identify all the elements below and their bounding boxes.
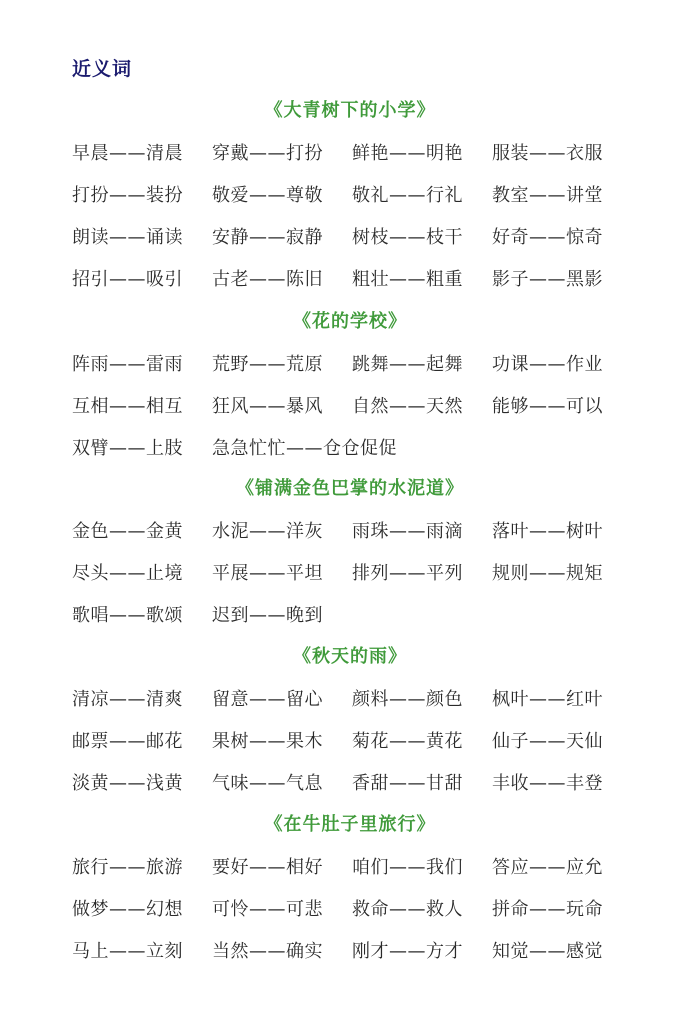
synonym-pair: 枫叶——红叶 [492, 689, 603, 710]
synonym-pair: 招引——吸引 [72, 269, 183, 290]
synonym-pair: 咱们——我们 [352, 857, 463, 878]
synonym-pair: 丰收——丰登 [492, 773, 603, 794]
synonym-pair: 朗读——诵读 [72, 227, 183, 248]
synonym-pair: 仙子——天仙 [492, 731, 603, 752]
synonym-pair: 排列——平列 [352, 563, 463, 584]
synonym-pair: 阵雨——雷雨 [72, 354, 183, 375]
synonym-pair: 旅行——旅游 [72, 857, 183, 878]
synonym-pair: 规则——规矩 [492, 563, 603, 584]
synonym-pair: 早晨——清晨 [72, 143, 183, 164]
synonym-pair: 树枝——枝干 [352, 227, 463, 248]
synonym-pair: 服装——衣服 [492, 143, 603, 164]
synonym-pair: 留意——留心 [212, 689, 323, 710]
synonym-pair: 果树——果木 [212, 731, 323, 752]
synonym-pair: 金色——金黄 [72, 521, 183, 542]
synonym-pair: 粗壮——粗重 [352, 269, 463, 290]
synonym-pair: 鲜艳——明艳 [352, 143, 463, 164]
synonym-pair: 狂风——暴风 [212, 396, 323, 417]
synonym-pair: 拼命——玩命 [492, 899, 603, 920]
synonym-pair: 双臂——上肢 [72, 438, 183, 459]
section-heading: 《铺满金色巴掌的水泥道》 [236, 478, 464, 499]
synonym-pair: 能够——可以 [492, 396, 603, 417]
synonym-pair: 平展——平坦 [212, 563, 323, 584]
synonym-pair: 荒野——荒原 [212, 354, 323, 375]
synonym-pair: 做梦——幻想 [72, 899, 183, 920]
section-heading: 《花的学校》 [293, 311, 407, 332]
synonym-pair: 颜料——颜色 [352, 689, 463, 710]
synonym-pair: 自然——天然 [352, 396, 463, 417]
synonym-pair: 菊花——黄花 [352, 731, 463, 752]
synonym-pair: 敬爱——尊敬 [212, 185, 323, 206]
page-title: 近义词 [72, 58, 133, 80]
synonym-pair: 清凉——清爽 [72, 689, 183, 710]
synonym-pair: 跳舞——起舞 [352, 354, 463, 375]
synonym-pair: 功课——作业 [492, 354, 603, 375]
synonym-pair: 歌唱——歌颂 [72, 605, 183, 626]
synonym-pair: 邮票——邮花 [72, 731, 183, 752]
synonym-pair: 敬礼——行礼 [352, 185, 463, 206]
synonym-pair: 救命——救人 [352, 899, 463, 920]
synonym-pair: 迟到——晚到 [212, 605, 323, 626]
synonym-pair: 香甜——甘甜 [352, 773, 463, 794]
section-heading: 《大青树下的小学》 [264, 100, 436, 121]
synonym-pair: 好奇——惊奇 [492, 227, 603, 248]
synonym-pair: 影子——黑影 [492, 269, 603, 290]
synonym-pair: 打扮——装扮 [72, 185, 183, 206]
synonym-pair: 知觉——感觉 [492, 941, 603, 962]
synonym-pair: 尽头——止境 [72, 563, 183, 584]
section-heading: 《在牛肚子里旅行》 [264, 814, 436, 835]
synonym-pair: 穿戴——打扮 [212, 143, 323, 164]
synonym-pair: 淡黄——浅黄 [72, 773, 183, 794]
synonym-pair: 急急忙忙——仓仓促促 [212, 438, 397, 459]
section-heading: 《秋天的雨》 [293, 646, 407, 667]
synonym-pair: 可怜——可悲 [212, 899, 323, 920]
synonym-pair: 互相——相互 [72, 396, 183, 417]
synonym-pair: 雨珠——雨滴 [352, 521, 463, 542]
synonym-pair: 水泥——洋灰 [212, 521, 323, 542]
synonym-pair: 马上——立刻 [72, 941, 183, 962]
synonym-pair: 教室——讲堂 [492, 185, 603, 206]
synonym-pair: 刚才——方才 [352, 941, 463, 962]
synonym-pair: 答应——应允 [492, 857, 603, 878]
synonym-pair: 落叶——树叶 [492, 521, 603, 542]
synonym-pair: 古老——陈旧 [212, 269, 323, 290]
synonym-pair: 气味——气息 [212, 773, 323, 794]
synonym-pair: 当然——确实 [212, 941, 323, 962]
synonym-pair: 安静——寂静 [212, 227, 323, 248]
synonym-pair: 要好——相好 [212, 857, 323, 878]
